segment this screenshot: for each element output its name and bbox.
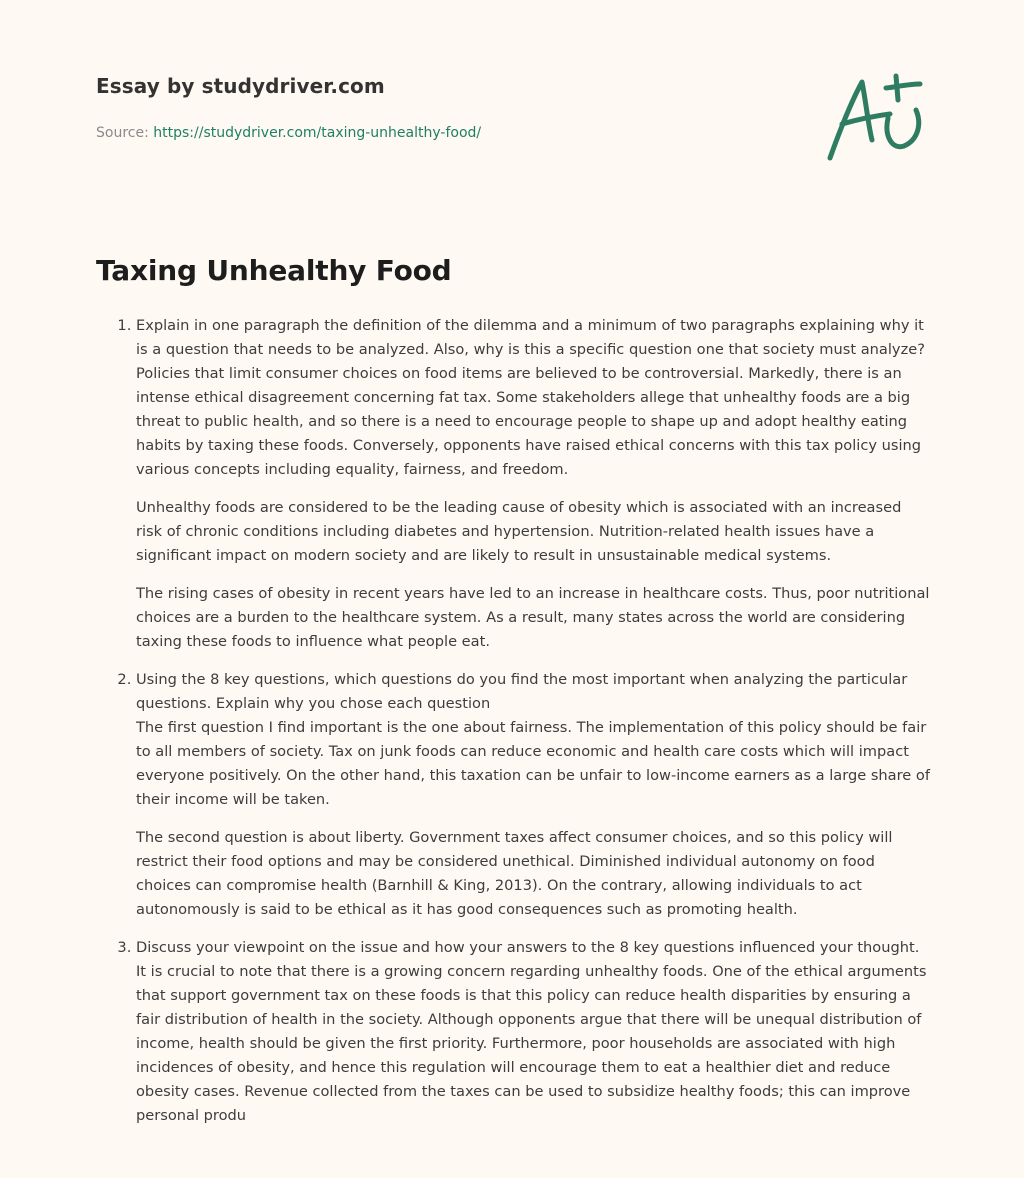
list-item-question-2 [136, 668, 930, 922]
source-label: Source: [96, 125, 149, 141]
answer-paragraph: The second question is about liberty. Government taxes affect consumer choices, and so this policy will restrict their food options and may be considered unethical. Diminished individual autonomy on food choices can compromise health (Barnhill & King, 2013). On the contrary, allowing individuals to act autonomously is said to be ethical as it has good consequences such as promoting health. [136, 829, 893, 918]
question-text: 1. Explain in one paragraph the definition of the dilemma and a minimum of two paragraphs explaining why it is a question that needs to be analyzed. Also, why is this a specific question one that society must analyze? Policies that limit consumer choices on food items are believed to be controversial. Markedly, there is an intense ethical disagreement concerning fat tax. Some stakeholders allege that unhealthy foods are a big threat to public health, and so there is a need to encourage people to shape up and adopt healthy eating habits by taxing these foods. Conversely, opponents have raised ethical concerns with this tax policy using various concepts including equality, fairness, and freedom. [136, 317, 925, 478]
source-link[interactable]: https://studydriver.com/taxing-unhealthy-food/ [153, 125, 482, 141]
brand-title: Essay by studydriver.com [96, 74, 385, 98]
question-text: 2. Using the 8 key questions, which questions do you find the most important when analyzing the particular questions. Explain why you chose each question The first question I find important is the one about fairness. The implementation of this policy should be fair to all members of society. Tax on junk foods can reduce economic and health care costs which will impact everyone positively. On the other hand, this taxation can be unfair to low-income earners as a large share of their income will be taken. [136, 671, 930, 808]
a-plus-grade-icon [822, 66, 930, 166]
source-line [96, 125, 481, 141]
answer-paragraph: Policies that limit consumer choices on food items are believed to be controversial. Markedly, there is an intense ethical disagreement concerning fat tax. Some stakeholders allege that unhealthy foods are a big threat to public health, and so there is a need to encourage people to shape up and adopt healthy eating habits by taxing these foods. Conversely, opponents have raised ethical concerns with this tax policy using various concepts including equality, fairness, and freedom. [136, 365, 922, 478]
list-item-question-1 [136, 314, 930, 654]
answer-paragraph: It is crucial to note that there is a growing concern regarding unhealthy foods. One of the ethical arguments that support government tax on these foods is that this policy can reduce health disparities by ensuring a fair distribution of health in the society. Although opponents argue that there will be unequal distribution of income, health should be given the first priority. Furthermore, poor households are associated with high incidences of obesity, and hence this regulation will encourage them to eat a healthier diet and reduce obesity cases. Revenue collected from the taxes can be used to subsidize healthy foods; this can improve personal produ [136, 963, 927, 1124]
answer-paragraph: Unhealthy foods are considered to be the leading cause of obesity which is associated with an increased risk of chronic conditions including diabetes and hypertension. Nutrition-related health issues have a significant impact on modern society and are likely to result in unsustainable medical systems. [136, 499, 902, 564]
answer-paragraph: The rising cases of obesity in recent years have led to an increase in healthcare costs. Thus, poor nutritional choices are a burden to the healthcare system. As a result, many states across the world are considering taxing these foods to influence what people eat. [136, 585, 930, 650]
answer-paragraph: The first question I find important is the one about fairness. The implementation of this policy should be fair to all members of society. Tax on junk foods can reduce economic and health care costs which will impact everyone positively. On the other hand, this taxation can be unfair to low-income earners as a large share of their income will be taken. [136, 719, 930, 808]
essay-body [96, 314, 930, 1142]
question-text: 3. Discuss your viewpoint on the issue and how your answers to the 8 key questions influenced your thought. It is crucial to note that there is a growing concern regarding unhealthy foods. One of the ethical arguments that support government tax on these foods is that this policy can reduce health disparities by ensuring a fair distribution of health in the society. Although opponents argue that there will be unequal distribution of income, health should be given the first priority. Furthermore, poor households are associated with high incidences of obesity, and hence this regulation will encourage them to eat a healthier diet and reduce obesity cases. Revenue collected from the taxes can be used to subsidize healthy foods; this can improve personal produ [136, 939, 927, 1124]
list-item-question-3 [136, 936, 930, 1128]
question-list [96, 314, 930, 1128]
essay-title: Taxing Unhealthy Food [96, 254, 452, 287]
essay-header [96, 74, 936, 141]
